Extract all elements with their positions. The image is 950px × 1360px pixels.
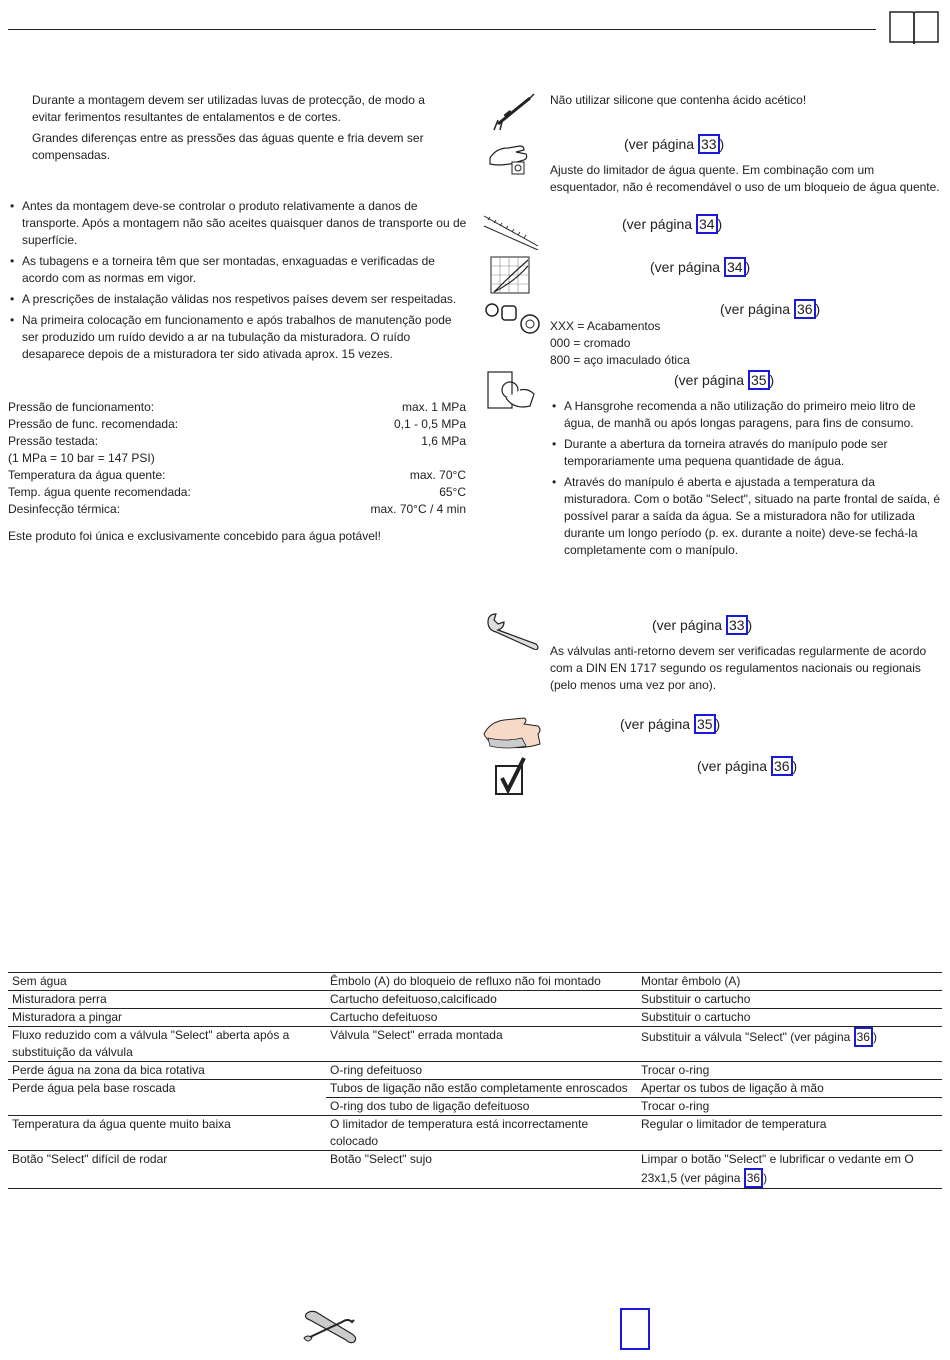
spec-label: Desinfecção térmica: [8, 502, 121, 516]
table-row [8, 1027, 942, 1062]
page-link[interactable]: 33 [726, 615, 748, 635]
problem-cell: Fluxo reduzido com a válvula "Select" aberta após a substituição da válvula [8, 1027, 326, 1062]
list-item: • A prescrições de instalação válidas nos respetivos países devem ser respeitadas. [8, 291, 468, 308]
flow-chart-icon [490, 256, 530, 294]
safety-pressure-text: Grandes diferenças entre as pressões das águas quente e fria devem ser compensadas. [32, 131, 424, 162]
remedy-cell: Trocar o-ring [637, 1098, 942, 1116]
spec-label: Temp. água quente recomendada: [8, 485, 191, 499]
problem-cell: Sem água [8, 973, 326, 991]
spec-row [8, 416, 466, 433]
wrench-icon [484, 612, 540, 650]
table-row [8, 1151, 942, 1189]
maintenance-text: As válvulas anti-retorno devem ser verificadas regularmente de acordo com a DIN EN 1717 segundo os regulamentos nacionais ou regionais (pelo menos uma vez por ano). [550, 644, 927, 692]
table-row [8, 1062, 942, 1080]
finish-item: XXX = Acabamentos [550, 319, 661, 333]
table-row [8, 973, 942, 991]
spec-row [8, 399, 466, 416]
remedy-cell: Apertar os tubos de ligação à mão [637, 1080, 942, 1098]
list-item: • Através do manípulo é aberta e ajustada a temperatura da misturadora. Com o botão "Select", situado na parte frontal de saída, é possível parar a saída da água. Se a misturadora não for utilizada durante um longo período (p. ex. durante a noite) deve-se fechá-la completamente com o manípulo. [550, 474, 942, 559]
ref-prefix: (ver página [652, 617, 726, 633]
ref-suffix: ) [792, 758, 798, 774]
spec-row [8, 484, 466, 501]
list-item: • Na primeira colocação em funcionamento e após trabalhos de manutenção pode ser produzido um ruído devido a ar na tubulação da misturadora. O ruído desaparece depois de a misturadora ter sido ativada aprox. 15 vezes. [8, 312, 468, 363]
remedy-cell: Substituir o cartucho [637, 991, 942, 1009]
page-ref [652, 615, 752, 635]
table-row [8, 1009, 942, 1027]
page-link[interactable]: 35 [748, 370, 770, 390]
page-ref [720, 299, 820, 319]
checkmark-icon [494, 756, 528, 796]
remedy-end: ) [763, 1171, 768, 1185]
page-ref [697, 756, 797, 776]
finishes-list [550, 318, 750, 369]
list-item: • As tubagens e a torneira têm que ser montadas, enxaguadas e verificadas de acordo com as normas em vigor. [8, 253, 468, 287]
ref-suffix: ) [815, 301, 821, 317]
cleaning-icon [482, 712, 542, 750]
finish-item: 000 = cromado [550, 336, 631, 350]
spec-value: max. 70°C [409, 468, 466, 482]
remedy-cell: Regular o limitador de temperatura [637, 1116, 942, 1151]
page-ref [624, 134, 724, 154]
page-link[interactable]: 35 [694, 714, 716, 734]
cause-cell: O-ring defeituoso [326, 1062, 637, 1080]
spec-value: 65°C [439, 485, 466, 499]
remedy-end: ) [872, 1030, 877, 1044]
technical-specs [8, 399, 466, 518]
page-link[interactable]: 36 [771, 756, 793, 776]
hot-water-limiter-icon [486, 136, 538, 176]
ref-prefix: (ver página [624, 136, 698, 152]
troubleshooting-table [8, 972, 942, 1189]
ref-suffix: ) [747, 617, 753, 633]
spec-label: Pressão testada: [8, 434, 99, 448]
page-ref [620, 714, 720, 734]
cause-cell: Êmbolo (A) do bloqueio de refluxo não foi montado [326, 973, 637, 991]
tools-icon [302, 1308, 360, 1346]
spec-label: (1 MPa = 10 bar = 147 PSI) [8, 451, 155, 465]
hot-water-limiter-text: Ajuste do limitador de água quente. Em combinação com um esquentador, não é recomendável o uso de um bloqueio de água quente. [550, 163, 940, 194]
ref-suffix: ) [719, 136, 725, 152]
remedy-cell: Montar êmbolo (A) [637, 973, 942, 991]
list-item: • A Hansgrohe recomenda a não utilização do primeiro meio litro de água, de manhã ou após longas paragens, para fins de consumo. [550, 398, 942, 432]
spec-row [8, 467, 466, 484]
header-rule [8, 29, 876, 30]
silicone-gun-icon [490, 92, 536, 132]
spec-label: Temperatura da água quente: [8, 468, 166, 482]
cause-cell: Cartucho defeituoso [326, 1009, 637, 1027]
ref-suffix: ) [769, 372, 775, 388]
operation-list [550, 398, 942, 563]
ref-prefix: (ver página [697, 758, 771, 774]
remedy-text: Limpar o botão "Select" e lubrificar o vedante em O 23x1,5 (ver página [641, 1152, 914, 1185]
ref-prefix: (ver página [622, 216, 696, 232]
table-row [8, 1080, 942, 1098]
problem-cell: Perde água na zona da bica rotativa [8, 1062, 326, 1080]
cause-cell: O-ring dos tubo de ligação defeituoso [326, 1098, 637, 1116]
ref-suffix: ) [715, 716, 721, 732]
book-icon [888, 8, 940, 46]
problem-cell: Misturadora a pingar [8, 1009, 326, 1027]
spec-value: 1,6 MPa [421, 434, 466, 448]
operation-icon [486, 370, 538, 412]
remedy-cell: Substituir o cartucho [637, 1009, 942, 1027]
spec-label: Pressão de funcionamento: [8, 400, 155, 414]
cause-cell: Cartucho defeituoso,calcificado [326, 991, 637, 1009]
cause-cell: Tubos de ligação não estão completamente enroscados [326, 1080, 637, 1098]
page-ref [674, 370, 774, 390]
cause-cell: Botão "Select" sujo [326, 1151, 637, 1189]
page-link[interactable]: 33 [698, 134, 720, 154]
problem-cell: Botão "Select" difícil de rodar [8, 1151, 326, 1189]
ref-suffix: ) [717, 216, 723, 232]
page-link[interactable]: 34 [724, 257, 746, 277]
remedy-cell [637, 1151, 942, 1189]
page-ref [622, 214, 722, 234]
safety-gloves-text: Durante a montagem devem ser utilizadas luvas de protecção, de modo a evitar ferimentos resultantes de entalamentos e de cortes. [32, 93, 425, 124]
potable-water-note: Este produto foi única e exclusivamente concebido para água potável! [8, 529, 381, 543]
spec-label: Pressão de func. recomendada: [8, 417, 179, 431]
table-row [8, 991, 942, 1009]
cause-cell: Válvula "Select" errada montada [326, 1027, 637, 1062]
silicone-warning: Não utilizar silicone que contenha ácido acético! [550, 93, 807, 107]
spec-value: max. 70°C / 4 min [370, 502, 466, 516]
dimensions-icon [482, 212, 540, 250]
spec-value: max. 1 MPa [401, 400, 466, 414]
list-item: • Antes da montagem deve-se controlar o produto relativamente a danos de transporte. Após a montagem não são aceites quaisquer danos de transporte ou de superfície. [8, 198, 468, 249]
spec-row [8, 433, 466, 450]
page-link[interactable]: 34 [696, 214, 718, 234]
remedy-cell: Trocar o-ring [637, 1062, 942, 1080]
spec-value: 0,1 - 0,5 MPa [393, 417, 466, 431]
problem-cell: Temperatura da água quente muito baixa [8, 1116, 326, 1151]
ref-prefix: (ver página [650, 259, 724, 275]
remedy-cell [637, 1027, 942, 1062]
cause-cell: O limitador de temperatura está incorrectamente colocado [326, 1116, 637, 1151]
spec-row [8, 501, 466, 518]
problem-cell: Perde água pela base roscada [8, 1080, 326, 1116]
ref-suffix: ) [745, 259, 751, 275]
page-link[interactable]: 36 [794, 299, 816, 319]
page-link[interactable]: 36 [744, 1168, 763, 1188]
spare-parts-icon [484, 298, 542, 336]
list-item: • Durante a abertura da torneira através do manípulo pode ser temporariamente uma pequena quantidade de água. [550, 436, 942, 470]
page-ref [650, 257, 750, 277]
instructions-list [8, 198, 468, 367]
ref-prefix: (ver página [674, 372, 748, 388]
ref-prefix: (ver página [720, 301, 794, 317]
bottom-link-box[interactable] [620, 1308, 650, 1350]
finish-item: 800 = aço imaculado ótica [550, 353, 690, 367]
problem-cell: Misturadora perra [8, 991, 326, 1009]
remedy-text: Substituir a válvula "Select" (ver página [641, 1030, 854, 1044]
ref-prefix: (ver página [620, 716, 694, 732]
spec-row [8, 450, 466, 467]
page-link[interactable]: 36 [854, 1027, 873, 1047]
table-row [8, 1116, 942, 1151]
